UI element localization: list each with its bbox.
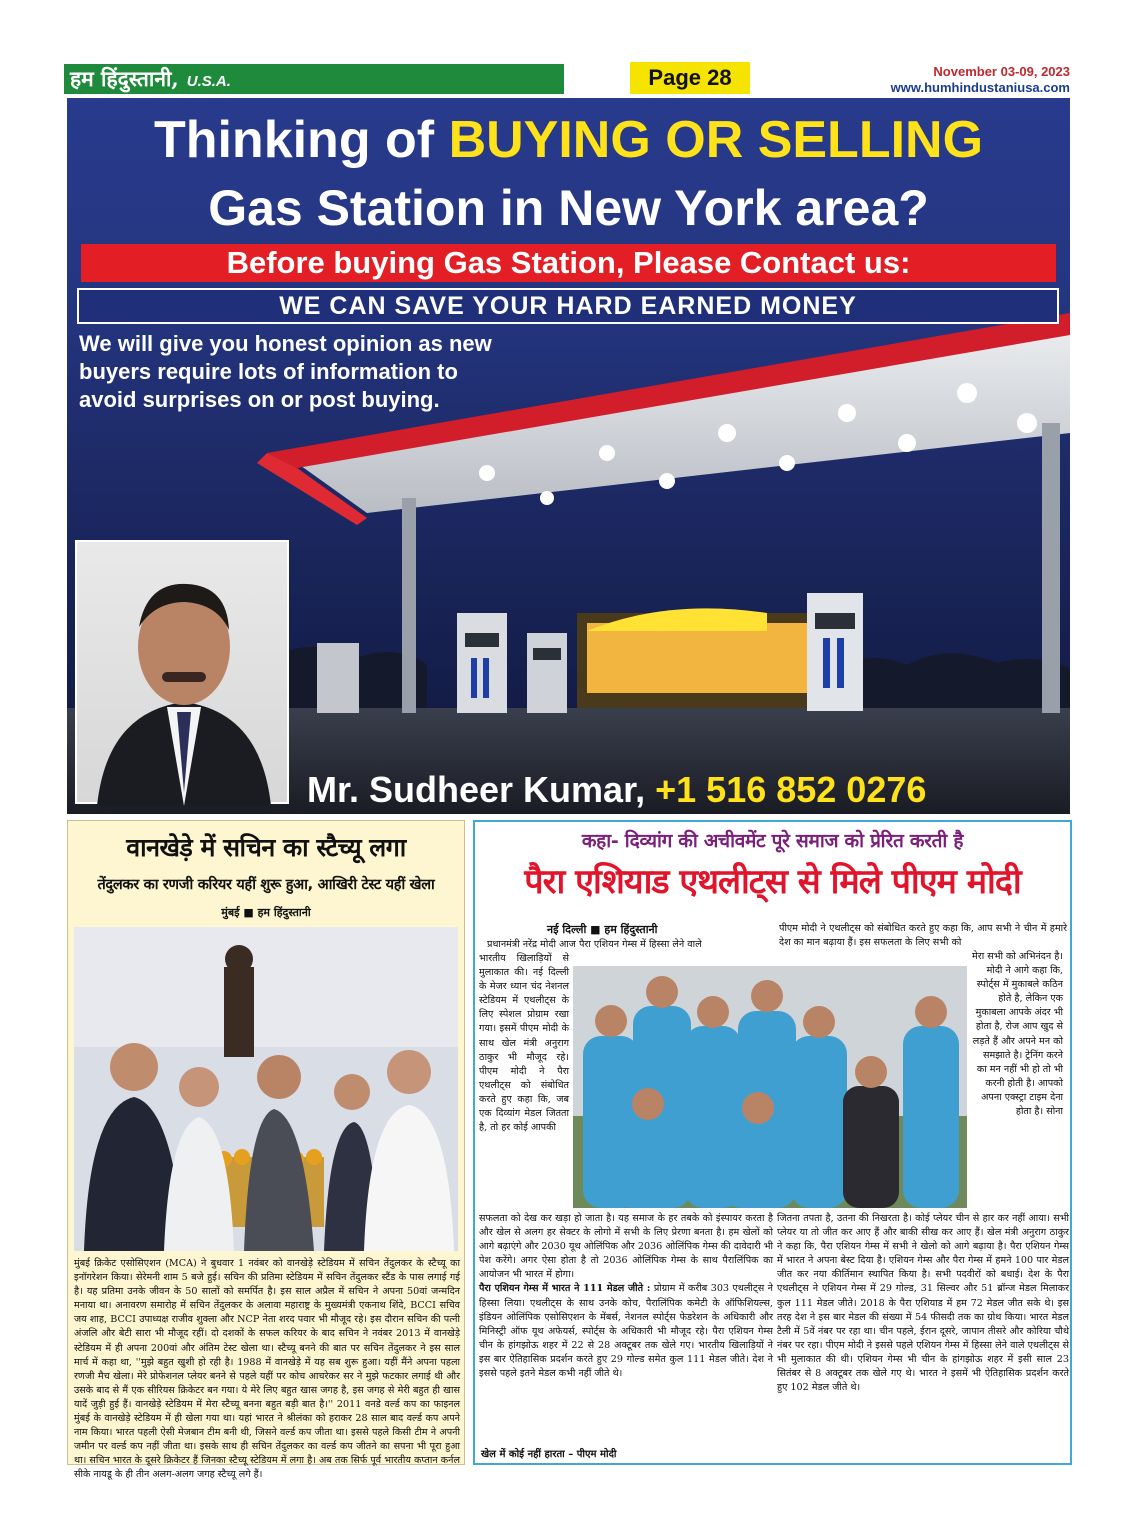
- article-subhead: पैरा एशियन गेम्स में भारत ने 111 मेडल जीते :: [479, 1283, 651, 1295]
- byline-source: हम हिंदुस्तानी: [604, 923, 658, 936]
- ad-contact-line: [307, 770, 1067, 810]
- ad-contact-banner: Before buying Gas Station, Please Contact us:: [81, 244, 1056, 282]
- article-headline: पैरा एशियाड एथलीट्स से मिले पीएम मोदी: [524, 862, 1021, 902]
- ad-headline-line2: Gas Station in New York area?: [208, 180, 929, 236]
- byline-city: नई दिल्ली: [547, 923, 587, 936]
- article-headline: वानखेड़े में सचिन का स्टैच्यू लगा: [126, 833, 406, 862]
- ad-opinion-line: avoid surprises on or post buying.: [79, 387, 440, 412]
- article-text-right-narrow: मेरा सभी को अभिनंदन है। मोदी ने आगे कहा कि, स्पोर्ट्स में मुकाबले कठिन होते है, लेकिन एक मुकाबला आपके अंदर भी होता है, रोज आप खुद से लड़ते हैं और अपने मन को समझाते है। ट्रेनिंग करने का मन नहीं भी हो तो भी करनी होती है। आपको अपना एक्स्ट्रा टाइम देना होता है। सोना: [972, 951, 1063, 1118]
- issue-date: November 03-09, 2023: [933, 64, 1070, 79]
- ad-opinion-text: [79, 330, 619, 414]
- advertiser-portrait: [75, 540, 289, 804]
- website-link[interactable]: www.humhindustaniusa.com: [890, 80, 1070, 95]
- article-intro: प्रधानमंत्री नरेंद्र मोदी आज पैरा एशियन गेम्स में हिस्सा लेने वाले: [487, 939, 702, 950]
- para-asiad-article: [473, 820, 1072, 1465]
- publication-banner: [64, 64, 564, 94]
- article-closing-subhead: खेल में कोई नहीं हारता – पीएम मोदी: [481, 1449, 617, 1460]
- article-paragraph: सफलता को देख कर खड़ा हो जाता है। यह समाज के हर तबके को इंस्पायर करता है और खेल से अलग हर सेक्टर के लोगो में सभी के लिए प्रेरणा बनता है। हम खेलों को आगे बढ़ाएंगे और 2030 यूथ ओलिंपिक और 2036 ओलिंपिक गेम्स की दावेदारी भी पेश करेंगे। अगर ऐसा होता है तो 2036 ओलिंपिक गेम्स के साथ पैरालिंपिक का आयोजन भी भारत में होगा।: [479, 1213, 773, 1281]
- athletes-group-photo: [573, 966, 967, 1208]
- article-body: मुंबई क्रिकेट एसोसिएशन (MCA) ने बुधवार 1 नवंबर को वानखेड़े स्टेडियम में सचिन तेंदुलकर के स्टैच्यू का इनॉगरेशन किया। सेरेमनी शाम 5 बजे हुई। सचिन की प्रतिमा स्टेडियम में सचिन तेंदुलकर स्टैंड के पास लगाई गई है। यह प्रतिमा उनके जीवन के 50 सालों को समर्पित है। इस साल अप्रैल में सचिन ने अपना 50वां जन्मदिन मनाया था। अनावरण समारोह में सचिन तेंदुलकर के अलावा महाराष्ट्र के मुख्यमंत्री एकनाथ शिंदे, BCCI सचिव जय शाह, BCCI उपाध्यक्ष राजीव शुक्ला और NCP नेता शरद पवार भी मौजूद रहे। इस दौरान सचिन की पत्नी अंजलि और बेटी सारा भी मौजूद रहीं। दो दशकों के सफल करियर के बाद सचिन ने नवंबर 2013 में वानखेड़े स्टेडियम में ही अपना 200वां और अंतिम टेस्ट खेला था। स्टैच्यू बनने की बात पर सचिन तेंदुलकर ने इस साल मार्च में कहा था, ''मुझे बहुत खुशी हो रही है। 1988 में वानखेड़े में यह सब शुरू हुआ। यहीं मैंने अपना पहला रणजी मैच खेला। मेरे प्रोफेशनल प्लेयर बनने से पहले यहीं पर कोच आचरेकर सर ने मुझे फटकार लगाई थी और उसके बाद से मैं एक सीरियस क्रिकेटर बन गया। ये मेरे लिए बहुत खास जगह है, इस जगह से मेरी बहुत ही खास यादें जुड़ी हुई हैं। वानखेड़े स्टेडियम में मेरा स्टैच्यू बनना बहुत बड़ी बात है।'' 2011 वनडे वर्ल्ड कप का फाइनल मुंबई के वानखेड़े स्टेडियम में ही खेला गया था। यहां भारत ने श्रीलंका को हराकर 28 साल बाद वर्ल्ड कप अपने नाम किया। भारत पहली ऐसी मेजबान टीम बनी थी, जिसने वर्ल्ड कप जीता था। इससे पहले किसी टीम ने अपनी जमीन पर वर्ल्ड कप नहीं जीता था। इसके साथ ही सचिन तेंदुलकर का वर्ल्ड कप जीतने का सपना भी पूरा हुआ था। सचिन भारत के दूसरे क्रिकेटर हैं जिनका स्टैच्यू स्टेडियम में लगा है। अब तक सिर्फ पूर्व भारतीय कप्तान कर्नल सीके नायडू के ही तीन अलग-अलग जगह स्टैच्यू लगे हैं।: [74, 1258, 460, 1481]
- ad-headline-highlight: BUYING OR SELLING: [448, 111, 984, 169]
- contact-name: Mr. Sudheer Kumar,: [307, 769, 646, 810]
- ad-save-money-box: WE CAN SAVE YOUR HARD EARNED MONEY: [77, 288, 1059, 324]
- article-subheadline: तेंदुलकर का रणजी करियर यहीं शुरू हुआ, आखिरी टेस्ट यहीं खेला: [97, 877, 435, 893]
- sachin-statue-article: [67, 820, 465, 1481]
- article-text-bottom-right: जितना तपता है, उतना की निखरता है। कोई प्लेयर चीन से हार कर नहीं आया। सभी प्लेयर या तो जीत कर आए हैं और बाकी सीख कर आए हैं। खेल मंत्री अनुराग ठाकुर ने कहा कि, पैरा एशियन गेम्स में सभी ने खेलो को आगे बढ़ाया है। पैरा एशियन गेम्स में भारत ने अपना बेस्ट दिया है। एशियन गेम्स और पैरा गेम्स में हमने 100 पार मेडल जीत कर नया कीर्तिमान स्थापित किया है। सभी पदवीरों को बधाई। देश के पैरा एथलीट्स ने एशियन गेम्स में 29 गोल्ड, 31 सिल्वर और 51 ब्रॉन्ज मेडल मिलाकर कुल 111 मेडल जीते। 2018 के पैरा एशियाड में हम 72 मेडल जीत सके थे। इस तरह देश ने इस बार मेडल की संख्या में 54 फीसदी तक का ग्रोथ किया। भारत मेडल टैली में 5वें नंबर पर रहा था। चीन पहले, ईरान दूसरे, जापान तीसरे और कोरिया चौथे नंबर पर रहा। पीएम मोदी ने इससे पहले एशियन गेम्स में हिस्सा लेने वाले एथलीट्स से भी मुलाकात की थी। एशियन गेम्स भी चीन के हांगझोऊ शहर में इसी साल 23 सितंबर से 8 अक्टूबर तक खेले गए थे। भारत ने इसमें भी ऐतिहासिक प्रदर्शन करते हुए 102 मेडल जीते थे।: [777, 1213, 1069, 1394]
- page-number: Page 28: [630, 62, 750, 94]
- article-byline: [547, 922, 658, 937]
- ceremony-photo-illustration: [74, 927, 458, 1251]
- gas-station-advertisement: [67, 98, 1070, 814]
- byline-source: हम हिंदुस्तानी: [257, 906, 311, 919]
- masthead: [64, 62, 1072, 96]
- byline-separator-icon: ■: [243, 906, 258, 919]
- ad-headline-lead: Thinking of: [153, 111, 449, 169]
- publication-name: हम हिंदुस्तानी,: [70, 66, 179, 91]
- article-text-right-top: पीएम मोदी ने एथलीट्स को संबोधित करते हुए कहा कि, आप सभी ने चीन में हमारे देश का मान बढ़ाया हैं। इस सफलता के लिए सभी को: [779, 923, 1067, 949]
- article-kicker: कहा- दिव्यांग की अचीवमेंट पूरे समाज को प्रेरित करती है: [581, 830, 964, 852]
- person-silhouette-icon: [77, 542, 291, 806]
- contact-phone[interactable]: +1 516 852 0276: [655, 769, 927, 810]
- byline-city: मुंबई: [221, 906, 240, 919]
- publication-region: U.S.A.: [186, 73, 231, 90]
- article-byline: [68, 905, 464, 920]
- ad-opinion-line: We will give you honest opinion as new: [79, 331, 492, 356]
- ad-opinion-line: buyers require lots of information to: [79, 359, 458, 384]
- ad-headline: [67, 110, 1070, 170]
- athletes-photo-illustration: [573, 966, 967, 1208]
- article-paragraph: प्रोग्राम में करीब 303 एथलीट्स ने हिस्सा लिया। एथलीट्स के साथ उनके कोच, पैरालिंपिक कमेटी के ऑफिशियल्स, इंडियन ओलिंपिक एसोसिएशन के मेंबर्स, नेशनल स्पोर्ट्स फेडरेशन के अधिकारी और मिनिस्ट्री ऑफ यूथ अफेयर्स, स्पोर्ट्स के अधिकारी भी मौजूद रहे। पैरा एशियन गेम्स चीन के हांगझोऊ शहर में 22 से 28 अक्टूबर तक खेले गए। भारतीय खिलाड़ियों ने इस बार ऐतिहासिक प्रदर्शन करते हुए 29 गोल्ड समेत कुल 111 मेडल जीते। देश ने इससे पहले इतने मेडल कभी नहीं जीते थे।: [479, 1283, 773, 1380]
- article-text-left-narrow: भारतीय खिलाड़ियों से मुलाकात की। नई दिल्ली के मेजर ध्यान चंद नेशनल स्टेडियम में एथलीट्स के लिए स्पेशल प्रोग्राम रखा गया। इसमें पीएम मोदी के साथ खेल मंत्री अनुराग ठाकुर भी मौजूद रहे। पीएम मोदी ने पैरा एथलीट्स को संबोधित करते हुए कहा कि, जब एक दिव्यांग मेडल जितता है, तो हर कोई आपकी: [479, 953, 569, 1134]
- article-text-bottom-left: [479, 1212, 773, 1381]
- byline-separator-icon: ■: [590, 923, 605, 936]
- statue-unveiling-photo: [74, 927, 458, 1251]
